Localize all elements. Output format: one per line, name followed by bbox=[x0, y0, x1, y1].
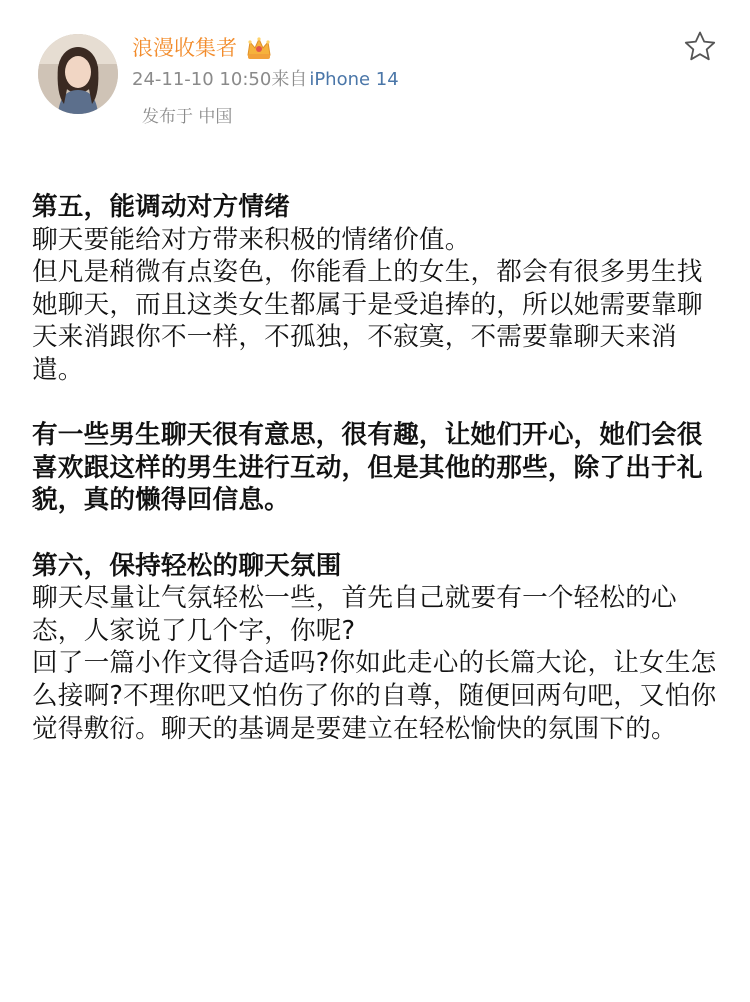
post-paragraph: 但凡是稍微有点姿色，你能看上的女生，都会有很多男生找她聊天，而且这类女生都属于是受追捧的，所以她需要靠聊天来消跟你不一样，不孤独，不寂寞，不需要靠聊天来消遣。 bbox=[32, 257, 703, 385]
section-heading: 第六，保持轻松的聊天氛围 bbox=[32, 550, 342, 581]
avatar-image bbox=[38, 34, 118, 114]
post-paragraph-bold: 有一些男生聊天很有意思，很有趣，让她们开心，她们会很喜欢跟这样的男生进行互动，但是其他的那些，除了出于礼貌，真的懒得回信息。 bbox=[32, 420, 703, 516]
crown-badge-icon bbox=[245, 35, 273, 61]
post-meta bbox=[132, 66, 399, 94]
post-paragraph: 聊天要能给对方带来积极的情绪价值。 bbox=[32, 224, 471, 255]
paragraph-gap bbox=[32, 517, 722, 550]
device-name[interactable]: iPhone 14 bbox=[309, 69, 399, 90]
post-header bbox=[0, 0, 750, 150]
post-paragraph: 聊天尽量让气氛轻松一些，首先自己就要有一个轻松的心态，人家说了几个字，你呢? bbox=[32, 583, 677, 646]
section-heading: 第五，能调动对方情绪 bbox=[32, 192, 290, 222]
post-paragraph: 回了一篇小作文得合适吗?你如此走心的长篇大论，让女生怎么接啊?不理你吧又怕伤了你的自尊，随便回两句吧，又怕你觉得敷衍。聊天的基调是要建立在轻松愉快的氛围下的。 bbox=[32, 648, 717, 744]
paragraph-gap bbox=[32, 387, 722, 420]
avatar[interactable] bbox=[38, 34, 118, 114]
post-location: 发布于 中国 bbox=[142, 107, 233, 127]
username[interactable]: 浪漫收集者 bbox=[132, 36, 237, 60]
star-outline-icon[interactable] bbox=[682, 29, 718, 65]
post-body bbox=[32, 191, 722, 745]
post-timestamp: 24-11-10 10:50 bbox=[132, 69, 272, 90]
source-prefix: 来自 bbox=[271, 69, 308, 90]
username-row bbox=[132, 33, 273, 63]
